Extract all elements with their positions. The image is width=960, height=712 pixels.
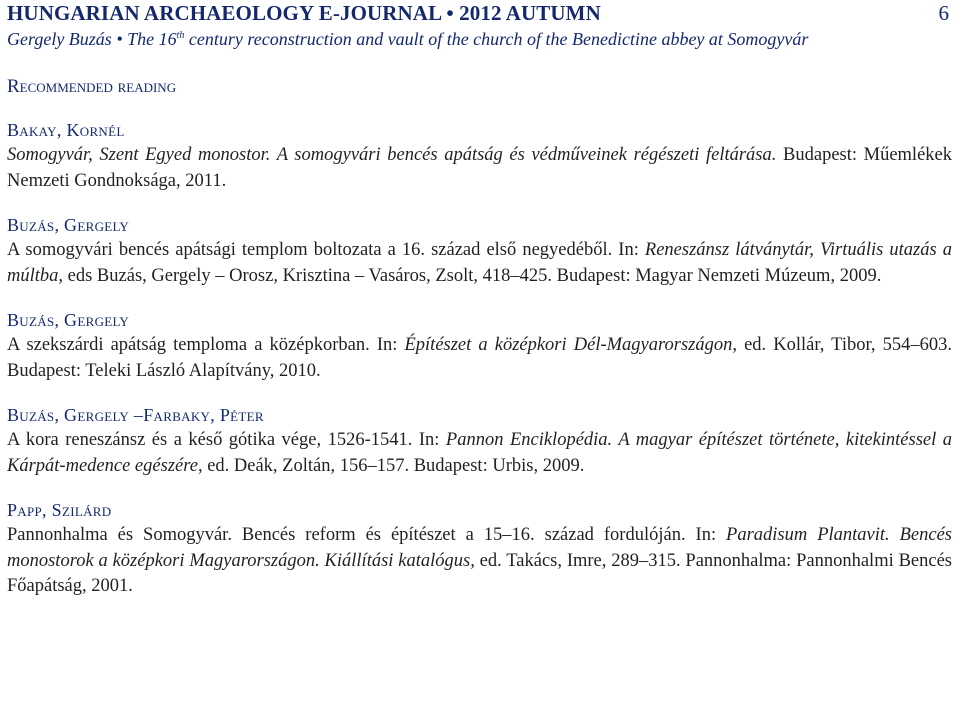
journal-title: HUNGARIAN ARCHAEOLOGY E-JOURNAL • 2012 AUTUMN — [7, 1, 601, 25]
reference-text: ed. Kollár, Tibor, 554–603. Budapest: Teleki László Alapítvány, 2010. — [7, 335, 952, 381]
reference-author: Papp, Szilárd — [7, 500, 112, 520]
reference-italic: Pannon Enciklopédia. A magyar építészet története, kitekintéssel a Kárpát-medence egészére — [7, 430, 953, 476]
reference-text: Budapest: Műemlékek Nemzeti Gondnoksága, 2011. — [7, 145, 952, 191]
reference-body — [7, 523, 952, 600]
reference-text: A szekszárdi apátság temploma a középkorban. In: — [7, 335, 405, 355]
reference-italic: Reneszánsz látványtár, Virtuális utazás a múltba, — [7, 240, 953, 286]
reference-text: Pannonhalma és Somogyvár. Bencés reform és építészet a 15–16. század fordulóján. In: — [7, 525, 727, 545]
reference-text: A somogyvári bencés apátsági templom boltozata a 16. század első negyedéből. In: — [7, 240, 645, 260]
article-author: Gergely Buzás — [7, 29, 112, 49]
reference-text: A kora reneszánsz és a késő gótika vége, 1526-1541. In: — [7, 430, 446, 450]
reference-text: ed. Takács, Imre, 289–315. Pannonhalma: Pannonhalmi Bencés Főapátság, 2001. — [7, 550, 952, 596]
reference-entry — [7, 308, 952, 384]
article-title-prefix: The 16 — [127, 29, 177, 49]
reference-text: eds Buzás, Gergely – Orosz, Krisztina – Vasáros, Zsolt, 418–425. Budapest: Magyar Nemzeti Múzeum, 2009. — [63, 265, 882, 286]
reference-text: , ed. Deák, Zoltán, 156–157. Budapest: Urbis, 2009. — [197, 455, 585, 476]
reference-entry — [7, 118, 952, 194]
reference-body — [7, 428, 952, 479]
reference-italic: Somogyvár, Szent Egyed monostor. A somogyvári bencés apátság és védműveinek régészeti feltárása. — [7, 145, 777, 165]
article-title-suffix: century reconstruction and vault of the church of the Benedictine abbey at Somogyvár — [184, 29, 809, 49]
reference-body — [7, 143, 952, 194]
reference-author: Buzás, Gergely — [7, 215, 130, 235]
journal-header — [7, 0, 952, 26]
reference-entry — [7, 403, 952, 479]
reference-body — [7, 238, 952, 289]
reference-author: Buzás, Gergely — [7, 310, 130, 330]
reference-author: Bakay, Kornél — [7, 120, 125, 140]
reference-italic: Építészet a középkori Dél-Magyarországon, — [404, 335, 737, 355]
reference-entry — [7, 213, 952, 289]
reference-author: Buzás, Gergely –Farbaky, Péter — [7, 405, 264, 425]
bullet-separator: • — [116, 29, 123, 49]
page-number: 6 — [938, 1, 949, 25]
reference-body — [7, 333, 952, 384]
reference-italic: Paradisum Plantavit. Bencés monostorok a középkori Magyarországon. Kiállítási katalógus, — [7, 525, 952, 571]
article-title-superscript: th — [176, 30, 185, 41]
article-running-head — [7, 29, 952, 50]
section-title: Recommended reading — [7, 76, 177, 97]
reference-entry — [7, 498, 952, 600]
